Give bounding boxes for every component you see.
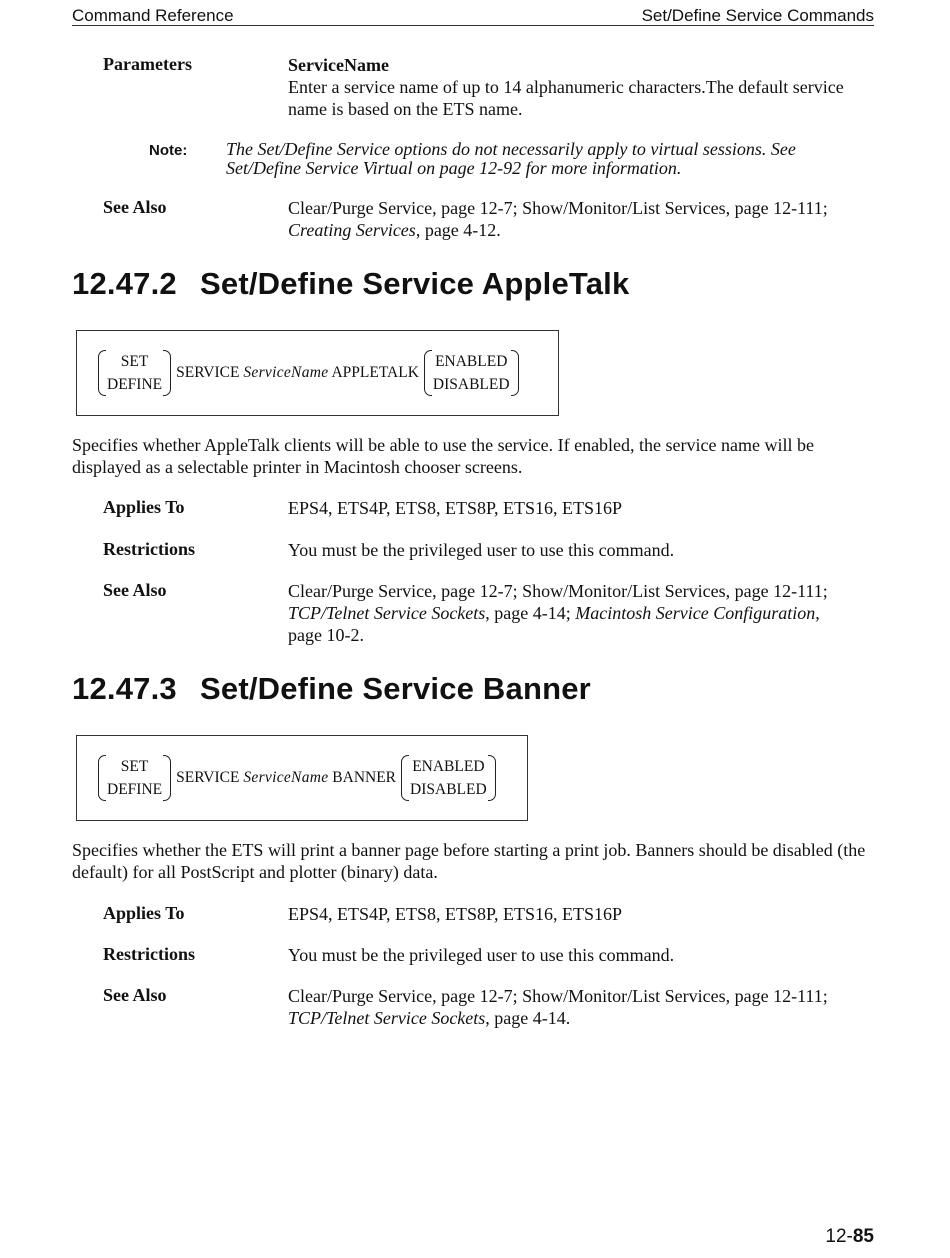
right-brace-icon	[163, 755, 171, 801]
see-also-label: See Also	[103, 985, 167, 1005]
right-brace-icon	[488, 755, 496, 801]
left-brace-icon	[98, 350, 106, 396]
syntax-box-appletalk	[76, 330, 559, 416]
page-number: 12-85	[825, 1226, 874, 1247]
section-number: 12.47.2	[72, 266, 177, 301]
see-also-text: Clear/Purge Service, page 12-7; Show/Monitor/List Services, page 12-111; Creating Services, page 4-12.	[288, 198, 828, 240]
applies-to-value: EPS4, ETS4P, ETS8, ETS8P, ETS16, ETS16P	[288, 904, 623, 924]
see-also-label: See Also	[103, 580, 167, 600]
see-also-link: Macintosh Service Configuration	[575, 603, 816, 623]
header-rule	[72, 25, 874, 26]
section-title: Set/Define Service Banner	[200, 671, 591, 706]
syntax-option: APPLETALK	[331, 364, 419, 381]
applies-to-label: Applies To	[103, 497, 185, 517]
running-header-right: Set/Define Service Commands	[641, 6, 874, 25]
note-text: The Set/Define Service options do not necessarily apply to virtual sessions. See Set/Define Service Virtual on page 12-92 for more information.	[226, 139, 796, 178]
syntax-enabled-disabled-group	[401, 755, 496, 801]
syntax-box-banner	[76, 735, 528, 821]
running-header-left: Command Reference	[72, 6, 234, 25]
right-brace-icon	[163, 350, 171, 396]
see-also-link: TCP/Telnet Service Sockets	[288, 1008, 486, 1028]
syntax-define: DEFINE	[107, 376, 163, 393]
see-also-line: Clear/Purge Service, page 12-7; Show/Monitor/List Services, page 12-111;	[288, 198, 828, 218]
see-also-text: Clear/Purge Service, page 12-7; Show/Monitor/List Services, page 12-111; TCP/Telnet Service Sockets, page 4-14.	[288, 986, 828, 1028]
left-brace-icon	[424, 350, 432, 396]
syntax-set: SET	[120, 353, 149, 370]
syntax-enabled: ENABLED	[435, 353, 508, 370]
syntax-command: SERVICE ServiceName APPLETALK	[176, 364, 419, 381]
section-number: 12.47.3	[72, 671, 177, 706]
parameters-label: Parameters	[103, 54, 192, 74]
syntax-param: ServiceName	[243, 364, 329, 381]
left-brace-icon	[401, 755, 409, 801]
syntax-command: SERVICE ServiceName BANNER	[176, 769, 397, 786]
restrictions-value: You must be the privileged user to use this command.	[288, 945, 675, 965]
restrictions-value: You must be the privileged user to use this command.	[288, 540, 675, 560]
right-brace-icon	[511, 350, 519, 396]
see-also-link: Creating Services	[288, 220, 416, 240]
note-label: Note:	[149, 142, 188, 159]
left-brace-icon	[98, 755, 106, 801]
section-description: Specifies whether AppleTalk clients will be able to use the service. If enabled, the service name will be displayed as a selectable printer in Macintosh chooser screens.	[72, 435, 814, 477]
see-also-text: Clear/Purge Service, page 12-7; Show/Monitor/List Services, page 12-111; TCP/Telnet Service Sockets, page 4-14; Macintosh Service Configuration, page 10-2.	[288, 581, 828, 645]
see-also-link: TCP/Telnet Service Sockets	[288, 603, 486, 623]
syntax-enabled: ENABLED	[412, 758, 485, 775]
section-description: Specifies whether the ETS will print a banner page before starting a print job. Banners should be disabled (the default) for all PostScript and plotter (binary) data.	[72, 840, 866, 882]
syntax-set-define-group	[98, 755, 171, 801]
syntax-disabled: DISABLED	[432, 376, 510, 393]
syntax-enabled-disabled-group	[424, 350, 519, 396]
applies-to-label: Applies To	[103, 903, 185, 923]
syntax-define: DEFINE	[107, 781, 163, 798]
section-heading-banner	[72, 671, 591, 707]
section-heading-appletalk	[72, 266, 629, 302]
syntax-option: BANNER	[332, 769, 397, 786]
syntax-set-define-group	[98, 350, 171, 396]
applies-to-value: EPS4, ETS4P, ETS8, ETS8P, ETS16, ETS16P	[288, 498, 623, 518]
restrictions-label: Restrictions	[103, 539, 195, 559]
see-also-label: See Also	[103, 197, 167, 217]
syntax-param: ServiceName	[243, 769, 329, 786]
param-name: ServiceName	[288, 55, 389, 75]
syntax-disabled: DISABLED	[410, 781, 487, 798]
syntax-set: SET	[120, 758, 149, 775]
section-title: Set/Define Service AppleTalk	[200, 266, 630, 301]
param-desc: Enter a service name of up to 14 alphanumeric characters.The default service name is based on the ETS name.	[288, 77, 844, 119]
parameters-description	[288, 54, 878, 120]
restrictions-label: Restrictions	[103, 944, 195, 964]
